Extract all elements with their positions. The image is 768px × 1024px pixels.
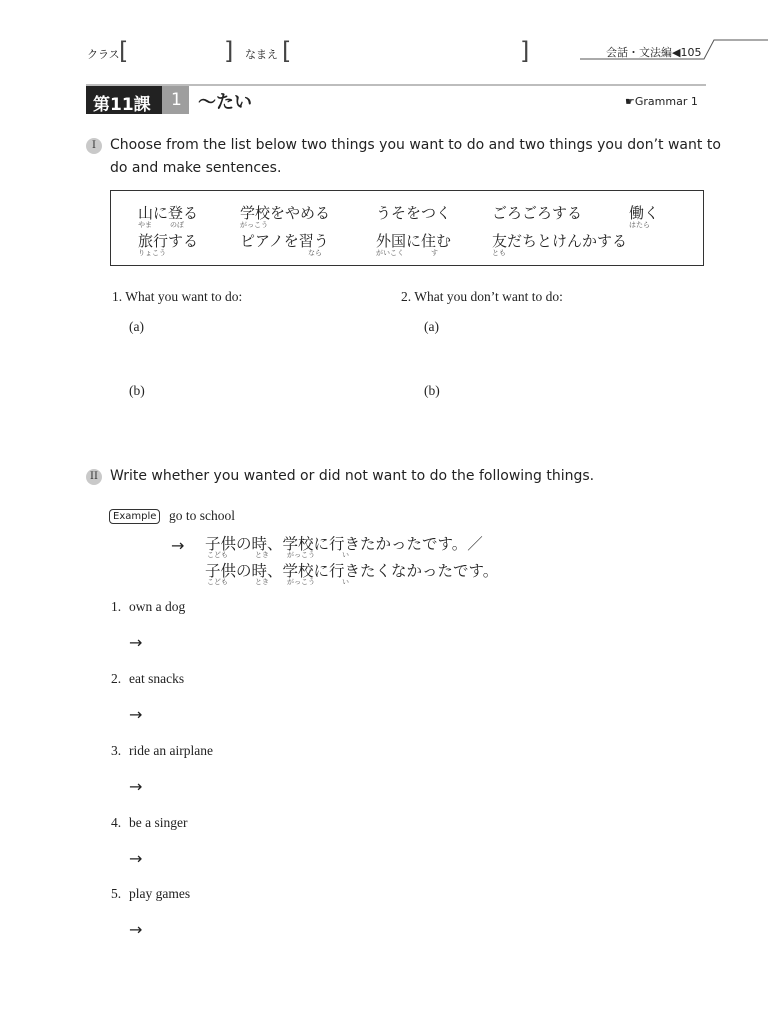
item-4-answer-field[interactable] (152, 846, 692, 872)
item-2-text: eat snacks (129, 671, 185, 686)
item-4-text: be a singer (129, 815, 188, 830)
example-ruby: がっこう (287, 578, 315, 586)
section-1-mark: I (86, 138, 102, 154)
lesson-label: 第11課 (93, 95, 151, 115)
section-1-instruction-line2: do and make sentences. (110, 160, 282, 176)
example-answer-negative: 子供の時、学校に行きたくなかったです。 (205, 562, 499, 580)
word-piano-wo-narau: ピアノを習う (240, 232, 329, 250)
example-ruby: がっこう (287, 551, 315, 559)
word-ruby: りょこう (138, 249, 166, 257)
word-yama-ni-noboru: 山に登る (138, 204, 199, 222)
item-1-answer-field[interactable] (152, 630, 692, 656)
grammar-number-badge (162, 86, 189, 114)
item-2-answer-field[interactable] (152, 702, 692, 728)
example-tag: Example (109, 509, 160, 524)
section-2-instruction: Write whether you wanted or did not want to do the following things. (110, 468, 595, 484)
example-ruby: こども (207, 578, 228, 586)
item-3-arrow: → (129, 777, 143, 796)
item-3-number: 3. (111, 743, 122, 758)
word-ruby: す (431, 249, 438, 257)
class-field[interactable] (128, 40, 224, 64)
dont-want-b-answer-field[interactable] (447, 378, 697, 404)
example-ruby: とき (255, 578, 269, 586)
page-tab-line (576, 38, 768, 62)
class-field-left-bracket: [ (119, 37, 129, 65)
item-2-arrow: → (129, 705, 143, 724)
dont-want-b-label: (b) (424, 383, 440, 398)
word-hataraku: 働く (629, 204, 660, 222)
example-answer-positive: 子供の時、学校に行きたかったです。／ (205, 535, 483, 553)
name-field-left-bracket: [ (282, 37, 292, 65)
word-tomodachi-to-kenka-suru: 友だちとけんかする (492, 232, 628, 250)
example-ruby: い (342, 578, 349, 586)
item-1-text: own a dog (129, 599, 186, 614)
example-arrow: → (171, 536, 185, 555)
example-ruby: とき (255, 551, 269, 559)
class-field-right-bracket: ] (224, 37, 234, 65)
section-1-instruction-line1: Choose from the list below two things you want to do and two things you don’t want to (110, 137, 721, 153)
dont-want-a-answer-field[interactable] (447, 314, 697, 340)
word-gakkou-wo-yameru: 学校をやめる (240, 204, 331, 222)
want-a-label: (a) (129, 319, 144, 334)
grammar-title: 〜たい (198, 92, 252, 113)
word-gorogoro-suru: ごろごろする (492, 204, 583, 222)
word-ruby: とも (492, 249, 506, 257)
word-uso-wo-tsuku: うそをつく (376, 204, 452, 222)
word-ryokou-suru: 旅行する (138, 232, 199, 250)
item-4-number: 4. (111, 815, 122, 830)
name-field-right-bracket: ] (520, 37, 530, 65)
item-5-number: 5. (111, 886, 122, 901)
want-b-answer-field[interactable] (152, 378, 382, 404)
item-3-answer-field[interactable] (152, 774, 692, 800)
want-a-answer-field[interactable] (152, 314, 382, 340)
example-prompt: go to school (169, 508, 235, 523)
word-ruby: がっこう (240, 221, 268, 229)
example-ruby: い (342, 551, 349, 559)
section-2-mark: II (86, 469, 102, 485)
word-ruby: はたら (629, 221, 650, 229)
item-5-arrow: → (129, 920, 143, 939)
word-ruby: のぼ (170, 221, 184, 229)
class-label: クラス (87, 48, 120, 61)
dont-want-a-label: (a) (424, 319, 439, 334)
name-label: なまえ (245, 48, 278, 61)
page-label: 会話・文法編◀105 (606, 46, 702, 59)
item-4-arrow: → (129, 849, 143, 868)
name-field[interactable] (292, 40, 520, 64)
word-box (110, 190, 704, 266)
want-b-label: (b) (129, 383, 145, 398)
item-1-number: 1. (111, 599, 122, 614)
example-ruby: こども (207, 551, 228, 559)
item-2-number: 2. (111, 671, 122, 686)
item-5-answer-field[interactable] (152, 917, 692, 943)
word-gaikoku-ni-sumu: 外国に住む (376, 232, 452, 250)
lesson-badge (86, 86, 162, 114)
item-3-text: ride an airplane (129, 743, 213, 758)
grammar-ref-link[interactable]: ☛Grammar 1 (625, 95, 698, 108)
word-ruby: やま (138, 221, 152, 229)
grammar-number: 1 (171, 90, 182, 110)
item-1-arrow: → (129, 633, 143, 652)
item-5-text: play games (129, 886, 191, 901)
word-ruby: がいこく (376, 249, 404, 257)
dont-want-to-do-label: 2. What you don’t want to do: (401, 289, 563, 304)
want-to-do-label: 1. What you want to do: (112, 289, 243, 304)
word-ruby: なら (308, 249, 322, 257)
